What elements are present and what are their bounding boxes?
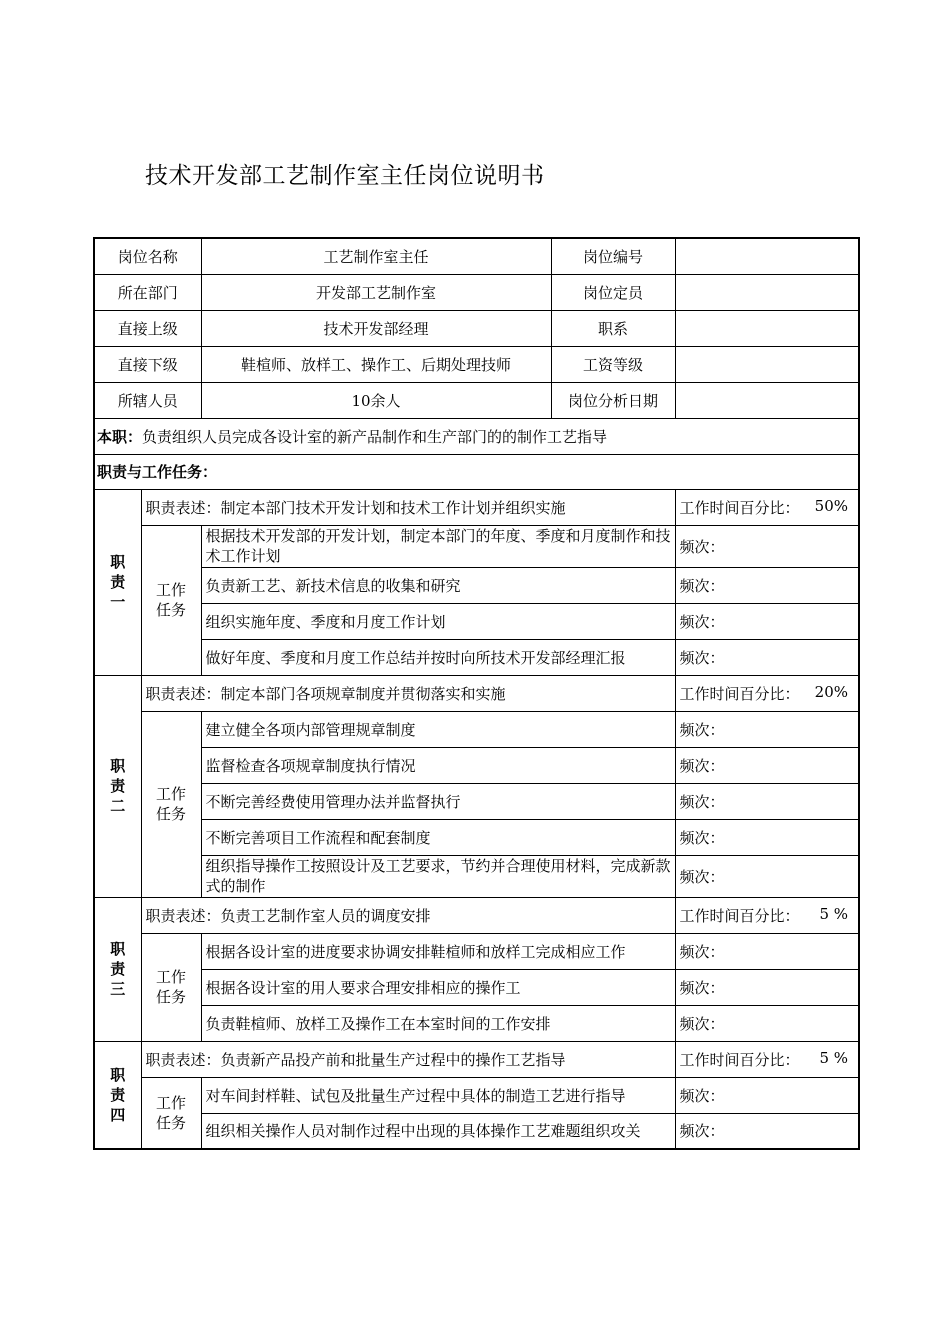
task-row: [94, 1005, 859, 1041]
task-label: [141, 1077, 201, 1149]
header-value: 鞋楦师、放样工、操作工、后期处理技师: [201, 346, 551, 382]
core-duty-text: 负责组织人员完成各设计室的新产品制作和生产部门的的制作工艺指导: [142, 427, 608, 446]
header-value: 技术开发部经理: [201, 310, 551, 346]
task-text: 对车间封样鞋、试包及批量生产过程中具体的制造工艺进行指导: [201, 1077, 675, 1113]
duty-desc-row: [94, 675, 859, 711]
task-text: 根据技术开发部的开发计划，制定本部门的年度、季度和月度制作和技术工作计划: [201, 525, 675, 567]
task-label: [141, 525, 201, 675]
task-row: [94, 603, 859, 639]
time-percentage: [675, 897, 859, 933]
task-text: 负责鞋楦师、放样工及操作工在本室时间的工作安排: [201, 1005, 675, 1041]
header-value: [675, 346, 859, 382]
document-title: 技术开发部工艺制作室主任岗位说明书: [145, 163, 545, 189]
task-text: 建立健全各项内部管理规章制度: [201, 711, 675, 747]
task-text: 组织指导操作工按照设计及工艺要求，节约并合理使用材料，完成新款式的制作: [201, 855, 675, 897]
header-label: 岗位定员: [551, 274, 675, 310]
header-row: [94, 274, 859, 310]
header-label: 直接下级: [94, 346, 201, 382]
duty-name-text: 职责三: [110, 940, 126, 998]
duty-description: 职责表述：负责新产品投产前和批量生产过程中的操作工艺指导: [141, 1041, 675, 1077]
task-frequency: 频次：: [675, 969, 859, 1005]
duty-name-text: 职责一: [110, 553, 126, 611]
task-frequency: 频次：: [675, 933, 859, 969]
core-duty-row: [94, 418, 859, 454]
header-value: [675, 238, 859, 274]
task-row: [94, 525, 859, 567]
duty-desc-row: [94, 1041, 859, 1077]
task-row: [94, 747, 859, 783]
task-row: [94, 969, 859, 1005]
task-frequency: 频次：: [675, 819, 859, 855]
header-row: [94, 238, 859, 274]
task-text: 负责新工艺、新技术信息的收集和研究: [201, 567, 675, 603]
duty-name: [94, 675, 141, 897]
task-label-text: 工作任务: [155, 1093, 186, 1132]
job-description-table: [93, 237, 860, 1150]
task-frequency: 频次：: [675, 567, 859, 603]
core-duty-label: 本职：: [97, 427, 143, 446]
header-label: 所在部门: [94, 274, 201, 310]
task-row: [94, 1077, 859, 1113]
time-percentage-value: 50%: [814, 496, 849, 515]
header-value: [675, 382, 859, 418]
task-frequency: 频次：: [675, 525, 859, 567]
task-frequency: 频次：: [675, 639, 859, 675]
section-title: 职责与工作任务：: [94, 454, 859, 489]
task-label: [141, 933, 201, 1041]
task-frequency: 频次：: [675, 603, 859, 639]
task-frequency: 频次：: [675, 1113, 859, 1149]
header-row: [94, 346, 859, 382]
task-frequency: 频次：: [675, 1077, 859, 1113]
task-row: [94, 783, 859, 819]
task-text: 监督检查各项规章制度执行情况: [201, 747, 675, 783]
task-frequency: 频次：: [675, 711, 859, 747]
duty-description: 职责表述：制定本部门技术开发计划和技术工作计划并组织实施: [141, 489, 675, 525]
time-percentage-label: 工作时间百分比：: [679, 684, 800, 703]
task-row: [94, 567, 859, 603]
duty-desc-row: [94, 897, 859, 933]
task-frequency: 频次：: [675, 1005, 859, 1041]
task-row: [94, 819, 859, 855]
header-label: 岗位名称: [94, 238, 201, 274]
task-text: 不断完善项目工作流程和配套制度: [201, 819, 675, 855]
task-label: [141, 711, 201, 897]
header-value: 工艺制作室主任: [201, 238, 551, 274]
duty-name: [94, 489, 141, 675]
task-frequency: 频次：: [675, 855, 859, 897]
task-row: [94, 1113, 859, 1149]
task-frequency: 频次：: [675, 747, 859, 783]
header-label: 职系: [551, 310, 675, 346]
time-percentage-value: 5 %: [819, 1048, 849, 1067]
header-label: 岗位编号: [551, 238, 675, 274]
task-label-text: 工作任务: [155, 968, 186, 1006]
duty-name: [94, 1041, 141, 1149]
task-label-text: 工作任务: [155, 581, 186, 619]
duty-name-text: 职责二: [110, 757, 126, 815]
task-row: [94, 639, 859, 675]
task-text: 根据各设计室的进度要求协调安排鞋楦师和放样工完成相应工作: [201, 933, 675, 969]
task-text: 组织实施年度、季度和月度工作计划: [201, 603, 675, 639]
time-percentage-value: 20%: [814, 682, 849, 701]
task-row: [94, 855, 859, 897]
header-value: 10余人: [201, 382, 551, 418]
header-label: 所辖人员: [94, 382, 201, 418]
time-percentage: [675, 489, 859, 525]
duty-name-text: 职责四: [110, 1065, 126, 1124]
core-duty: [94, 418, 859, 454]
duty-desc-row: [94, 489, 859, 525]
task-frequency: 频次：: [675, 783, 859, 819]
header-label: 岗位分析日期: [551, 382, 675, 418]
task-text: 做好年度、季度和月度工作总结并按时向所技术开发部经理汇报: [201, 639, 675, 675]
time-percentage: [675, 675, 859, 711]
section-title-row: [94, 454, 859, 489]
task-row: [94, 711, 859, 747]
duty-description: 职责表述：负责工艺制作室人员的调度安排: [141, 897, 675, 933]
task-text: 不断完善经费使用管理办法并监督执行: [201, 783, 675, 819]
time-percentage-label: 工作时间百分比：: [679, 498, 800, 517]
time-percentage-value: 5 %: [819, 904, 849, 923]
duty-name: [94, 897, 141, 1041]
task-label-text: 工作任务: [155, 785, 186, 823]
time-percentage-label: 工作时间百分比：: [679, 1050, 800, 1069]
header-row: [94, 310, 859, 346]
header-label: 直接上级: [94, 310, 201, 346]
header-row: [94, 382, 859, 418]
duty-description: 职责表述：制定本部门各项规章制度并贯彻落实和实施: [141, 675, 675, 711]
time-percentage: [675, 1041, 859, 1077]
task-row: [94, 933, 859, 969]
header-label: 工资等级: [551, 346, 675, 382]
header-value: [675, 310, 859, 346]
header-value: 开发部工艺制作室: [201, 274, 551, 310]
header-value: [675, 274, 859, 310]
time-percentage-label: 工作时间百分比：: [679, 906, 800, 925]
task-text: 根据各设计室的用人要求合理安排相应的操作工: [201, 969, 675, 1005]
task-text: 组织相关操作人员对制作过程中出现的具体操作工艺难题组织攻关: [201, 1113, 675, 1149]
